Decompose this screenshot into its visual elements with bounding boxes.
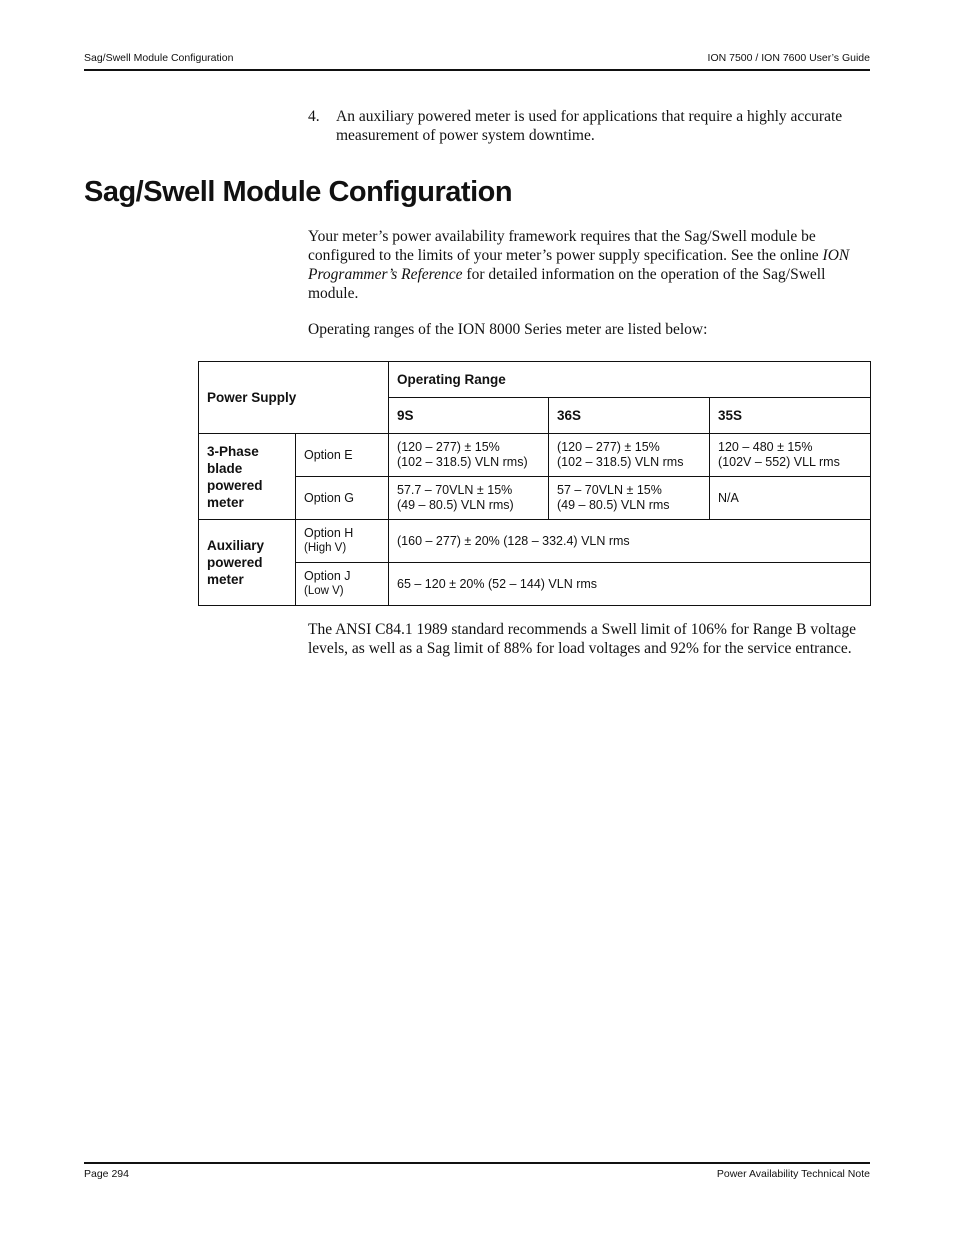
header-rule [84, 69, 870, 71]
option-h-sublabel: (High V) [304, 542, 347, 554]
option-e-35s-cell [710, 434, 871, 477]
column-header-36s: 36S [549, 398, 710, 434]
option-h-range-cell: (160 – 277) ± 20% (128 – 332.4) VLN rms [389, 520, 871, 563]
page-title: Sag/Swell Module Configuration [84, 176, 513, 208]
header-guide-title: ION 7500 / ION 7600 User’s Guide [707, 52, 870, 64]
power-supply-header: Power Supply [199, 362, 389, 434]
ranges-intro-paragraph: Operating ranges of the ION 8000 Series meter are listed below: [308, 321, 708, 338]
table-row [199, 520, 871, 563]
option-g-label: Option G [296, 477, 389, 520]
intro-paragraph [308, 227, 874, 303]
cell-line: (120 – 277) ± 15% [397, 440, 500, 454]
option-e-36s-cell [549, 434, 710, 477]
column-header-9s: 9S [389, 398, 549, 434]
cell-line: (49 – 80.5) VLN rms [557, 498, 670, 512]
cell-line: 57 – 70VLN ± 15% [557, 483, 662, 497]
option-j-label-cell [296, 563, 389, 606]
intro-text-after: for detailed information on the operation of the Sag/Swell module. [308, 266, 826, 302]
ansi-note-paragraph: The ANSI C84.1 1989 standard recommends a Swell limit of 106% for Range B voltage levels, as well as a Sag limit of 88% for load voltages and 92% for the service entrance. [308, 621, 857, 657]
header-section-title: Sag/Swell Module Configuration [84, 52, 234, 64]
cell-line: (102V – 552) VLL rms [718, 455, 840, 469]
footer-document-title: Power Availability Technical Note [716, 1168, 870, 1180]
table-row [199, 362, 871, 398]
cell-line: (102 – 318.5) VLN rms) [397, 455, 528, 469]
cell-line: (102 – 318.5) VLN rms [557, 455, 684, 469]
intro-text-before: Your meter’s power availability framework requires that the Sag/Swell module be configured to the limits of your meter’s power supply specification. See the online [308, 228, 823, 264]
cell-line: 120 – 480 ± 15% [718, 440, 813, 454]
option-g-9s-cell [389, 477, 549, 520]
option-j-range-cell: 65 – 120 ± 20% (52 – 144) VLN rms [389, 563, 871, 606]
option-g-35s-cell: N/A [710, 477, 871, 520]
table-row [199, 434, 871, 477]
option-e-9s-cell [389, 434, 549, 477]
footer-rule [84, 1162, 870, 1164]
option-j-label: Option J [304, 569, 351, 583]
operating-range-header: Operating Range [389, 362, 871, 398]
page-number: Page 294 [84, 1168, 129, 1180]
list-item-text: An auxiliary powered meter is used for applications that require a highly accurate measurement of power system downtime. [336, 108, 843, 144]
programmers-reference-title: ION Programmer’s Reference [308, 247, 850, 283]
page-header [84, 52, 870, 70]
option-g-36s-cell [549, 477, 710, 520]
table-row [199, 477, 871, 520]
group-3phase-blade: 3-Phase blade powered meter [199, 434, 296, 520]
page-footer [84, 1168, 870, 1186]
cell-line: (49 – 80.5) VLN rms) [397, 498, 514, 512]
option-h-label: Option H [304, 526, 354, 540]
list-item-number: 4. [308, 108, 320, 125]
table-row [199, 563, 871, 606]
operating-range-table [198, 361, 871, 606]
option-h-label-cell [296, 520, 389, 563]
column-header-35s: 35S [710, 398, 871, 434]
cell-line: (120 – 277) ± 15% [557, 440, 660, 454]
cell-line: 57.7 – 70VLN ± 15% [397, 483, 513, 497]
option-e-label: Option E [296, 434, 389, 477]
option-j-sublabel: (Low V) [304, 585, 344, 597]
group-auxiliary-powered: Auxiliary powered meter [199, 520, 296, 606]
